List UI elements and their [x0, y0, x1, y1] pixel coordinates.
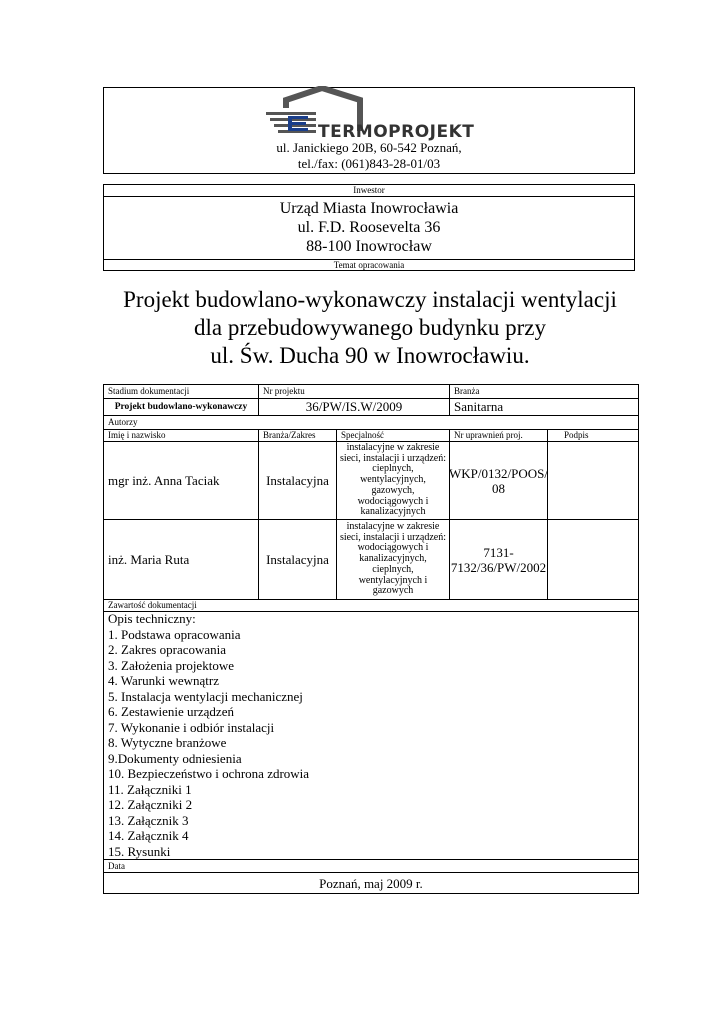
- list-item: Opis techniczny:: [108, 611, 196, 626]
- author-license: 7131- 7132/36/PW/2002: [450, 544, 547, 575]
- branch-label: Branża: [454, 386, 480, 396]
- list-item: 7. Wykonanie i odbiór instalacji: [108, 719, 275, 735]
- author-specialty: instalacyjne w zakresie sieci, instalacji i urządzeń: cieplnych, wentylacyjnych, gazowych, wodociągowych i kanalizacyjnych: [339, 441, 447, 518]
- branch-value: Sanitarna: [454, 399, 504, 414]
- company-header: [103, 87, 635, 174]
- date-label: Data: [108, 860, 125, 871]
- project-no-value: 36/PW/IS.W/2009: [259, 399, 450, 415]
- company-phone: tel./fax: (061)843-28-01/03: [297, 156, 441, 171]
- header-name: Imię i nazwisko: [104, 430, 259, 441]
- title-line-3: ul. Św. Ducha 90 w Inowrocławiu.: [210, 343, 530, 368]
- author-license: WKP/0132/POOS/ 08: [449, 465, 548, 496]
- author-signature: [548, 520, 638, 599]
- list-item: 15. Rysunki: [108, 843, 171, 859]
- date-value: Poznań, maj 2009 r.: [319, 875, 423, 891]
- author-branch: Instalacyjna: [259, 442, 337, 519]
- list-item: 10. Bezpieczeństwo i ochrona zdrowia: [108, 766, 310, 781]
- project-no-label: Nr projektu: [259, 385, 450, 398]
- list-item: 5. Instalacja wentylacji mechanicznej: [108, 688, 303, 704]
- header-license: Nr uprawnień proj.: [450, 430, 548, 441]
- list-item: 8. Wytyczne branżowe: [108, 735, 227, 750]
- investor-street: ul. F.D. Roosevelta 36: [297, 219, 441, 236]
- list-item: 3. Założenia projektowe: [108, 657, 234, 673]
- author-name: inż. Maria Ruta: [104, 520, 259, 599]
- author-name: mgr inż. Anna Taciak: [104, 442, 259, 519]
- company-address: ul. Janickiego 20B, 60-542 Poznań,: [276, 140, 462, 155]
- header-specialty: Specjalność: [337, 430, 450, 441]
- stage-label: Stadium dokumentacji: [104, 385, 259, 398]
- author-row: [104, 442, 638, 519]
- author-branch: Instalacyjna: [259, 520, 337, 599]
- list-item: 14. Załącznik 4: [108, 828, 189, 843]
- list-item: 13. Załącznik 3: [108, 812, 189, 828]
- contents-label: Zawartość dokumentacji: [108, 600, 197, 610]
- list-item: 2. Zakres opracowania: [108, 642, 227, 657]
- investor-city: 88-100 Inowrocław: [306, 238, 432, 255]
- contents-list: [108, 611, 638, 859]
- list-item: 11. Załączniki 1: [108, 781, 192, 797]
- list-item: 4. Warunki wewnątrz: [108, 673, 219, 688]
- title-line-1: Projekt budowlano-wykonawczy instalacji wentylacji: [123, 287, 617, 312]
- company-logo-text: TERMOPROJEKT: [318, 122, 475, 142]
- documentation-table: [103, 384, 639, 894]
- header-signature: Podpis: [564, 430, 589, 440]
- topic-label: Temat opracowania: [333, 260, 405, 270]
- stage-value: Projekt budowlano-wykonawczy: [104, 399, 259, 415]
- authors-label: Autorzy: [108, 417, 138, 427]
- list-item: 1. Podstawa opracowania: [108, 626, 241, 642]
- investor-name: Urząd Miasta Inowrocławia: [279, 200, 459, 217]
- investor-box: [103, 184, 635, 271]
- list-item: 9.Dokumenty odniesienia: [108, 750, 242, 766]
- header-branch: Branża/Zakres: [259, 430, 337, 441]
- investor-label: Inwestor: [353, 185, 385, 195]
- author-specialty: instalacyjne w zakresie sieci, instalacji i urządzeń: wodociągowych i kanalizacyjnych, cieplnych, wentylacyjnych i gazowych: [339, 520, 447, 597]
- list-item: 12. Załączniki 2: [108, 797, 193, 812]
- title-line-2: dla przebudowywanego budynku przy: [194, 315, 546, 340]
- project-title: [60, 286, 680, 370]
- list-item: 6. Zestawienie urządzeń: [108, 704, 234, 719]
- author-signature: [548, 442, 638, 519]
- author-row: [104, 520, 638, 599]
